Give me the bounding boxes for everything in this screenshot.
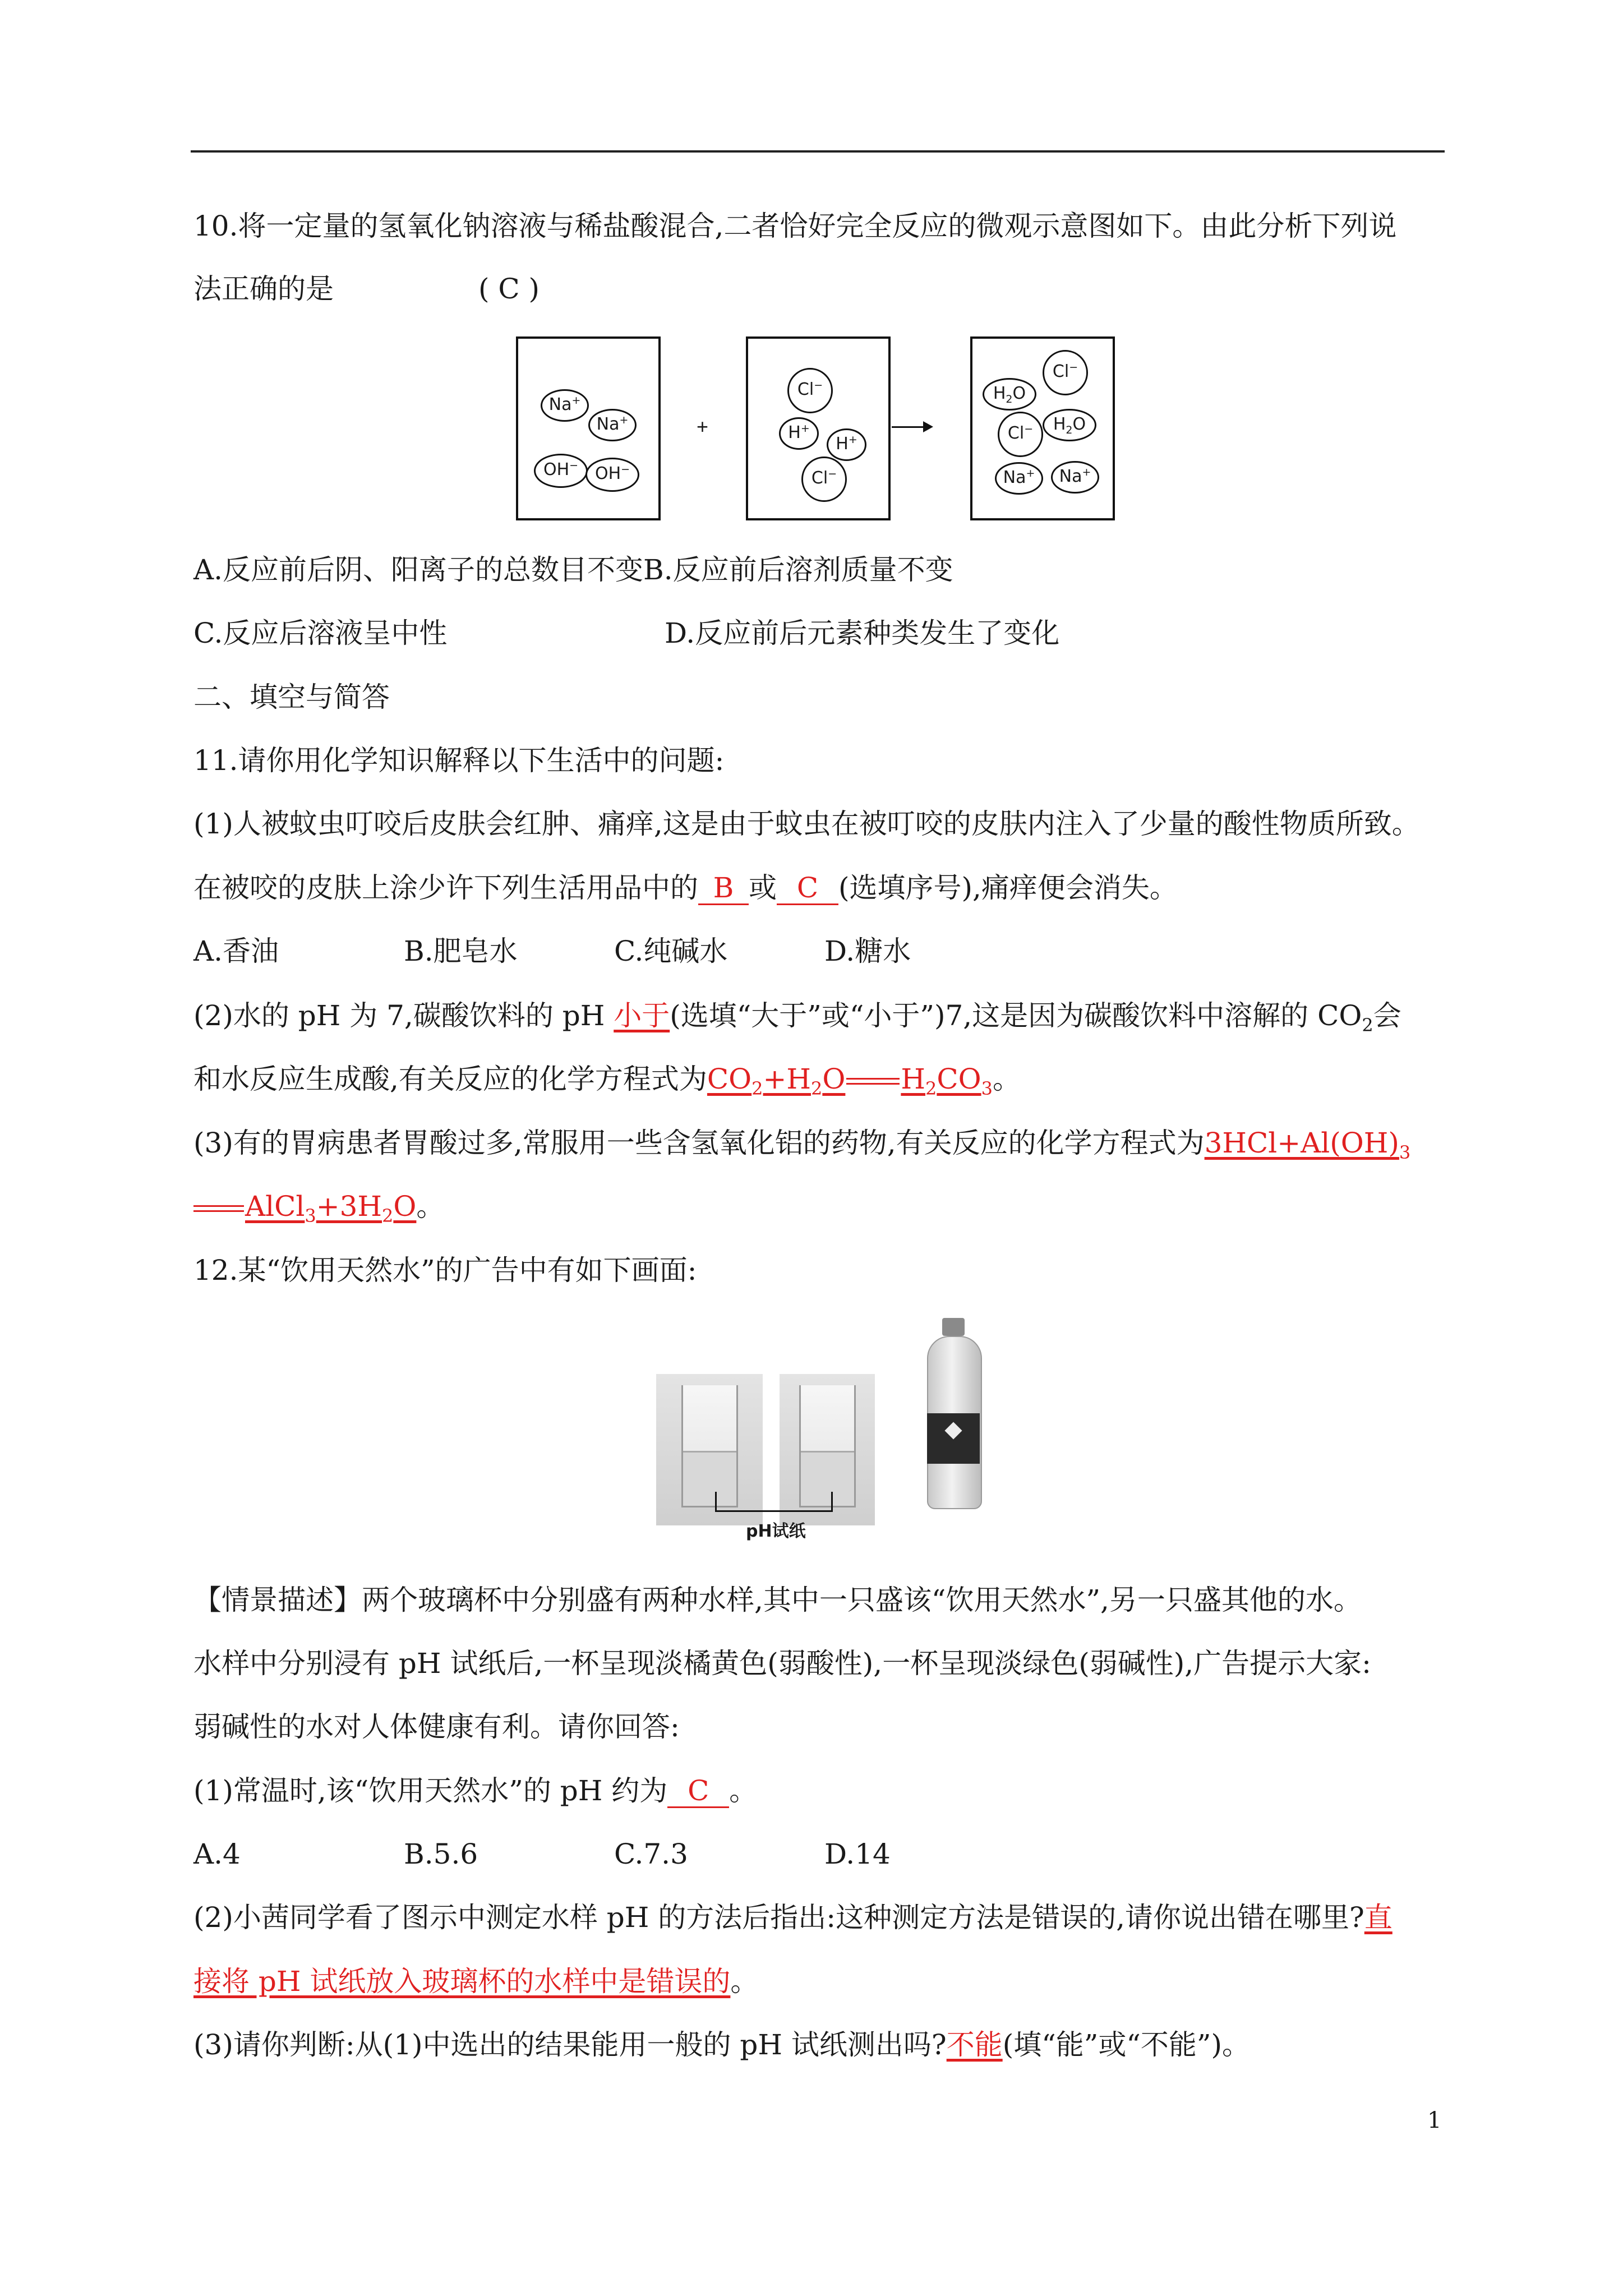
q11-part3-equation-b: $AlCl_3+3H_2O$ xyxy=(193,1190,416,1223)
q10-option-b: B.反应前后溶剂质量不变 xyxy=(643,554,953,586)
q11-part3-answer-2: AlCl xyxy=(245,1190,305,1223)
q12-option-c: C.7.3 xyxy=(614,1838,688,1870)
q12-desc-line1: 【情景描述】两个玻璃杯中分别盛有两种水样,其中一只盛该“饮用天然水”,另一只盛其他的水。 xyxy=(193,1584,1362,1616)
q11-option-b: B.肥皂水 xyxy=(404,935,518,967)
q11-part1-suffix: (选填序号),痛痒便会消失。 xyxy=(838,872,1178,904)
leader-line xyxy=(831,1492,833,1511)
q12-part2-text: (2)小茜同学看了图示中测定水样 pH 的方法后指出:这种测定方法是错误的,请你说出错在哪里? xyxy=(193,1901,1364,1934)
ph-paper-label: pH试纸 xyxy=(746,1522,806,1541)
q11-part3-answer-1: 3HCl+Al(OH) xyxy=(1204,1127,1399,1159)
q11-answer-2: C xyxy=(777,872,838,905)
q11-part2-equation: $CO_2+H_2O$ $H_2CO_3$ xyxy=(707,1063,993,1099)
q10-answer: ( C ) xyxy=(478,273,540,305)
q11-part1-line2 xyxy=(193,870,1178,905)
ion-h-plus: H+ xyxy=(827,428,866,461)
ion-oh-minus: OH− xyxy=(534,454,588,488)
ion-cl-minus: Cl− xyxy=(998,412,1043,457)
ion-na-plus: Na+ xyxy=(995,462,1043,495)
logo-icon xyxy=(944,1422,962,1439)
q10-stem-line2 xyxy=(193,271,540,306)
header-rule xyxy=(191,150,1445,153)
ion-h-plus: H+ xyxy=(779,417,819,450)
q10-option-d: D.反应前后元素种类发生了变化 xyxy=(665,617,1060,649)
q11-option-d: D.糖水 xyxy=(824,935,911,967)
q11-option-c: C.纯碱水 xyxy=(614,935,728,967)
advertisement-photo xyxy=(656,1318,993,1542)
q11-part1-options xyxy=(193,934,911,969)
q11-part2-answer: 小于 xyxy=(614,999,670,1032)
q12-desc-line3: 弱碱性的水对人体健康有利。请你回答: xyxy=(193,1711,680,1743)
q12-option-b: B.5.6 xyxy=(404,1838,478,1870)
q12-stem: 12.某“饮用天然水”的广告中有如下画面: xyxy=(193,1254,697,1287)
q11-part3-line2 xyxy=(193,1189,445,1227)
naoh-box xyxy=(516,336,661,520)
q11-part3-answer-3: +3H xyxy=(316,1190,382,1223)
bottle-cap xyxy=(942,1318,965,1336)
reaction-arrow-icon xyxy=(892,426,931,428)
q10-option-a: A.反应前后阴、阳离子的总数目不变 xyxy=(193,554,644,586)
q11-part3-answer-4: O xyxy=(393,1190,417,1223)
q10-options-cd xyxy=(193,616,1059,651)
leader-line xyxy=(715,1492,717,1511)
glass-cup xyxy=(799,1385,856,1507)
bottle-label xyxy=(927,1413,980,1464)
leader-line xyxy=(715,1510,833,1512)
section-heading: 二、填空与简答 xyxy=(193,681,390,713)
q12-option-d: D.14 xyxy=(824,1838,891,1870)
q12-part1-end: 。 xyxy=(729,1774,758,1807)
product-box xyxy=(970,336,1115,520)
q11-part3-end: 。 xyxy=(416,1190,445,1223)
q12-part3-text: (3)请你判断:从(1)中选出的结果能用一般的 pH 试纸测出吗? xyxy=(193,2028,947,2061)
q11-part2-text-d: 和水反应生成酸,有关反应的化学方程式为 xyxy=(193,1063,707,1095)
q12-part2-line2 xyxy=(193,1964,758,1999)
q10-stem-line1: 10.将一定量的氢氧化钠溶液与稀盐酸混合,二者恰好完全反应的微观示意图如下。由此分析下列说 xyxy=(193,210,1397,242)
ion-cl-minus: Cl− xyxy=(1043,350,1088,395)
q11-part2-text-b: (选填“大于”或“小于”)7,这是因为碳酸饮料中溶解的 CO xyxy=(670,999,1362,1032)
ion-na-plus: Na+ xyxy=(541,389,589,422)
ion-na-plus: Na+ xyxy=(1051,461,1099,494)
ion-na-plus: Na+ xyxy=(588,409,637,441)
ion-oh-minus: OH− xyxy=(585,458,639,492)
glass-cup xyxy=(681,1385,738,1507)
reaction-diagram xyxy=(516,336,1122,522)
q11-part3-text: (3)有的胃病患者胃酸过多,常服用一些含氢氧化铝的药物,有关反应的化学方程式为 xyxy=(193,1127,1205,1159)
q11-part1-line1: (1)人被蚊虫叮咬后皮肤会红肿、痛痒,这是由于蚊虫在被叮咬的皮肤内注入了少量的酸性物质所致。 xyxy=(193,808,1420,840)
q12-part2-end: 。 xyxy=(730,1965,759,1998)
q10-stem-text: 法正确的是 xyxy=(193,273,334,305)
q10-option-c: C.反应后溶液呈中性 xyxy=(193,617,448,649)
q12-part3-answer: 不能 xyxy=(946,2028,1003,2061)
ion-cl-minus: Cl− xyxy=(801,457,847,502)
page-number: 1 xyxy=(1427,2108,1442,2133)
q11-stem: 11.请你用化学知识解释以下生活中的问题: xyxy=(193,744,725,777)
q12-desc-line2: 水样中分别浸有 pH 试纸后,一杯呈现淡橘黄色(弱酸性),一杯呈现淡绿色(弱碱性),广告提示大家: xyxy=(193,1647,1371,1680)
q10-options-ab xyxy=(193,552,953,587)
q11-part2-line2: 和水反应生成酸,有关反应的化学方程式为$CO_2+H_2O$ $H_2CO_3$。 xyxy=(193,1063,1021,1099)
q12-part2-line1 xyxy=(193,1900,1393,1935)
q11-part3-line1 xyxy=(193,1126,1411,1163)
q12-part1 xyxy=(193,1773,757,1808)
q11-option-a: A.香油 xyxy=(193,935,279,967)
water-sample xyxy=(801,1451,854,1506)
q11-part2-line1: (2)水的 pH 为 7,碳酸饮料的 pH 小于(选填“大于”或“小于”)7,这是因为碳酸饮料中溶解的 $CO_2$会 xyxy=(193,999,1401,1036)
ion-cl-minus: Cl− xyxy=(787,368,833,413)
molecule-h2o: $H_2O$ xyxy=(1043,409,1096,441)
molecule-h2o: $H_2O$ xyxy=(983,378,1036,411)
q12-option-a: A.4 xyxy=(193,1838,241,1870)
water-sample xyxy=(683,1451,736,1506)
hcl-box xyxy=(746,336,891,520)
plus-sign: + xyxy=(697,415,709,438)
q11-part2-text-c: 会 xyxy=(1373,999,1401,1032)
q12-part2-answer-b: 接将 pH 试纸放入玻璃杯的水样中是错误的 xyxy=(193,1965,731,1998)
q12-part3-suffix: (填“能”或“不能”)。 xyxy=(1002,2028,1250,2061)
q12-part2-answer-a: 直 xyxy=(1364,1901,1393,1934)
q11-part1-or: 或 xyxy=(749,872,777,904)
q11-part3-equation-a: $3HCl+Al(OH)_3$ xyxy=(1204,1127,1411,1163)
q12-part1-text: (1)常温时,该“饮用天然水”的 pH 约为 xyxy=(193,1774,668,1807)
q12-part1-options xyxy=(193,1837,891,1871)
q11-part1-text: 在被咬的皮肤上涂少许下列生活用品中的 xyxy=(193,872,698,904)
q11-part2-text: (2)水的 pH 为 7,碳酸饮料的 pH xyxy=(193,999,614,1032)
q11-answer-1: B xyxy=(698,872,749,905)
q12-part1-answer: C xyxy=(667,1775,729,1808)
q12-part3 xyxy=(193,2027,1250,2062)
water-bottle-image xyxy=(923,1318,984,1509)
